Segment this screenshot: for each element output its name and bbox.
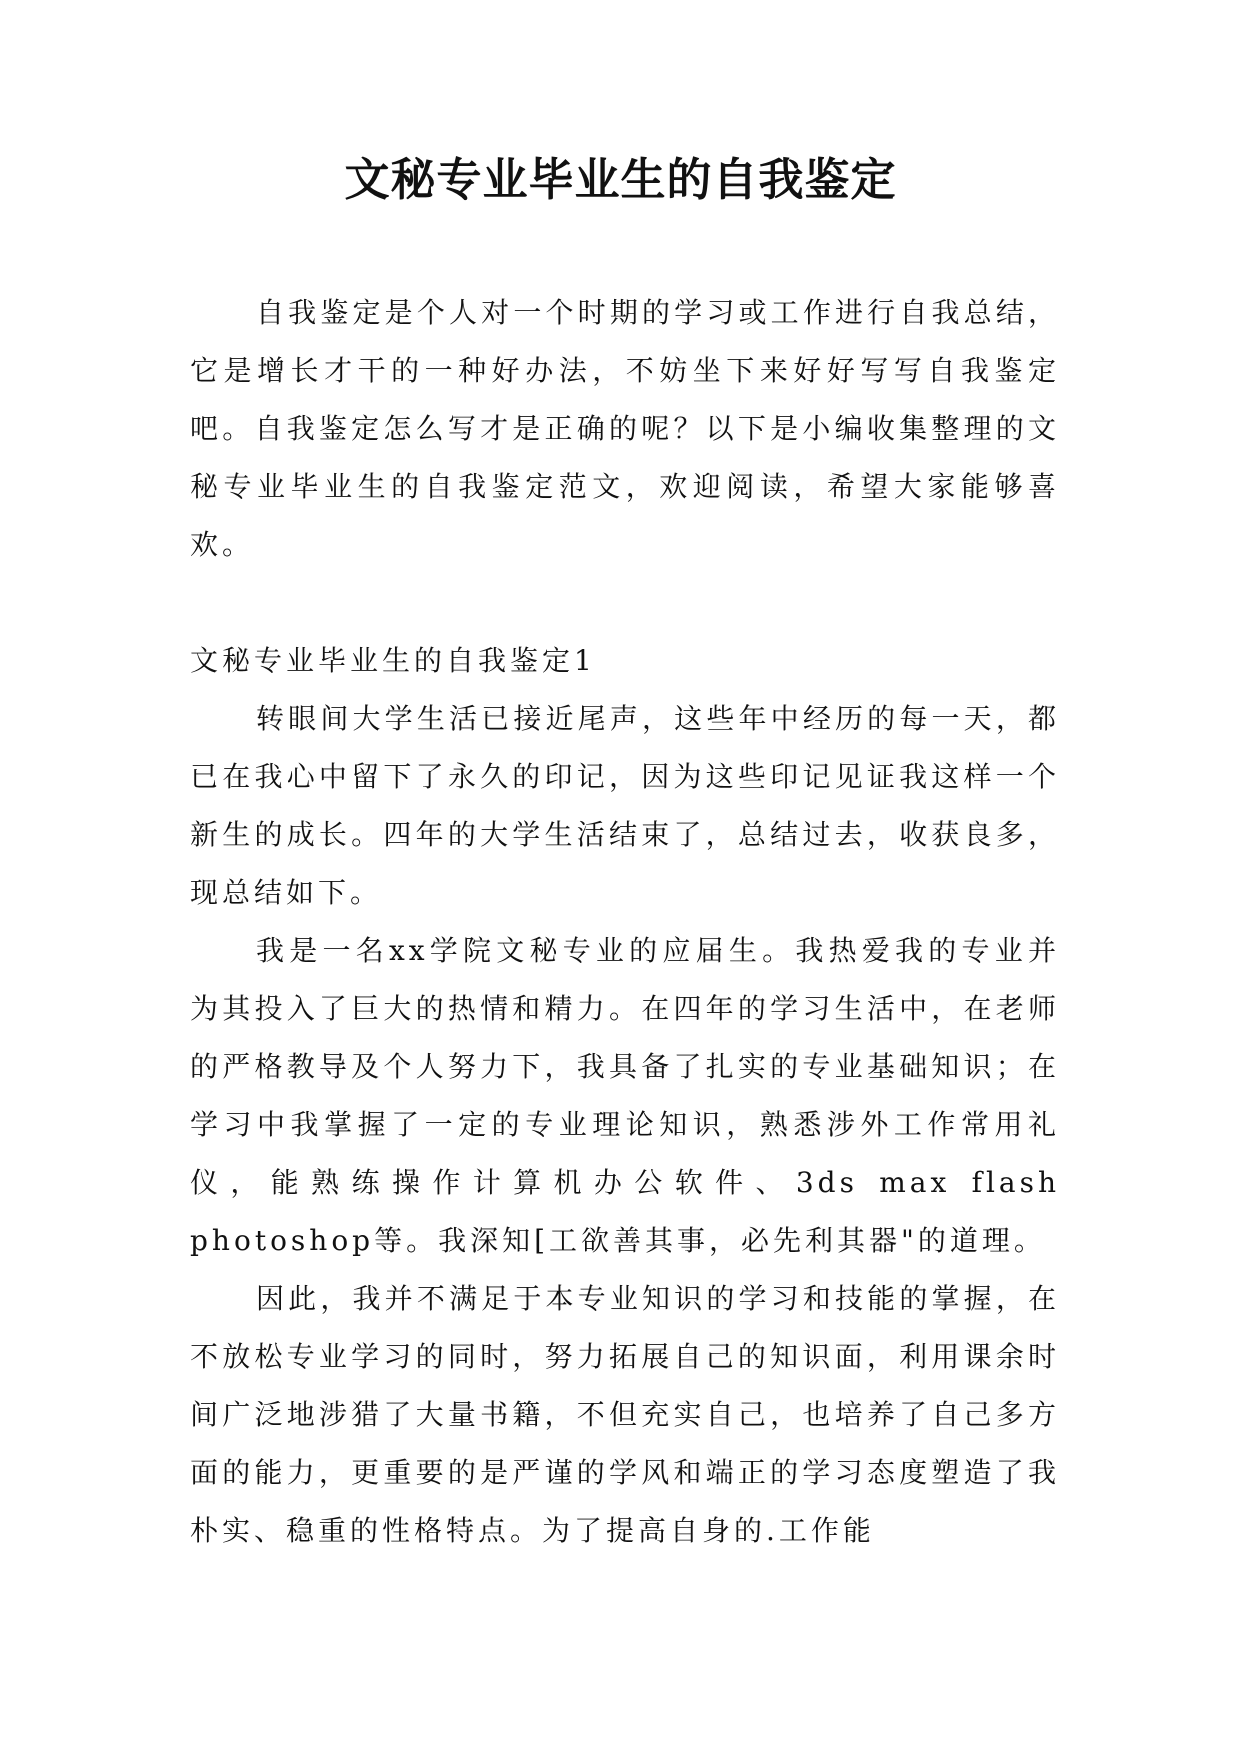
body-paragraph-1: 转眼间大学生活已接近尾声，这些年中经历的每一天，都已在我心中留下了永久的印记，因为这些印记见证我这样一个新生的成长。四年的大学生活结束了，总结过去，收获良多，现总结如下。: [190, 702, 1060, 909]
body-paragraph-2: 我是一名xx学院文秘专业的应届生。我热爱我的专业并为其投入了巨大的热情和精力。在四年的学习生活中，在老师的严格教导及个人努力下，我具备了扎实的专业基础知识；在学习中我掌握了一定的专业理论知识，熟悉涉外工作常用礼仪，能熟练操作计算机办公软件、3ds max flash photoshop等。我深知[工欲善其事，必先利其器"的道理。: [190, 934, 1060, 1257]
document-body: [190, 284, 1060, 1560]
paragraph-gap: [190, 574, 1060, 632]
body-paragraph-3: 因此，我并不满足于本专业知识的学习和技能的掌握，在不放松专业学习的同时，努力拓展自己的知识面，利用课余时间广泛地涉猎了大量书籍，不但充实自己，也培养了自己多方面的能力，更重要的是严谨的学风和端正的学习态度塑造了我朴实、稳重的性格特点。为了提高自身的.工作能: [190, 1282, 1060, 1547]
document-title: 文秘专业毕业生的自我鉴定: [344, 153, 897, 206]
section-heading: 文秘专业毕业生的自我鉴定1: [190, 644, 596, 677]
intro-paragraph: 自我鉴定是个人对一个时期的学习或工作进行自我总结，它是增长才干的一种好办法，不妨坐下来好好写写自我鉴定吧。自我鉴定怎么写才是正确的呢？以下是小编收集整理的文秘专业毕业生的自我鉴定范文，欢迎阅读，希望大家能够喜欢。: [190, 296, 1060, 561]
